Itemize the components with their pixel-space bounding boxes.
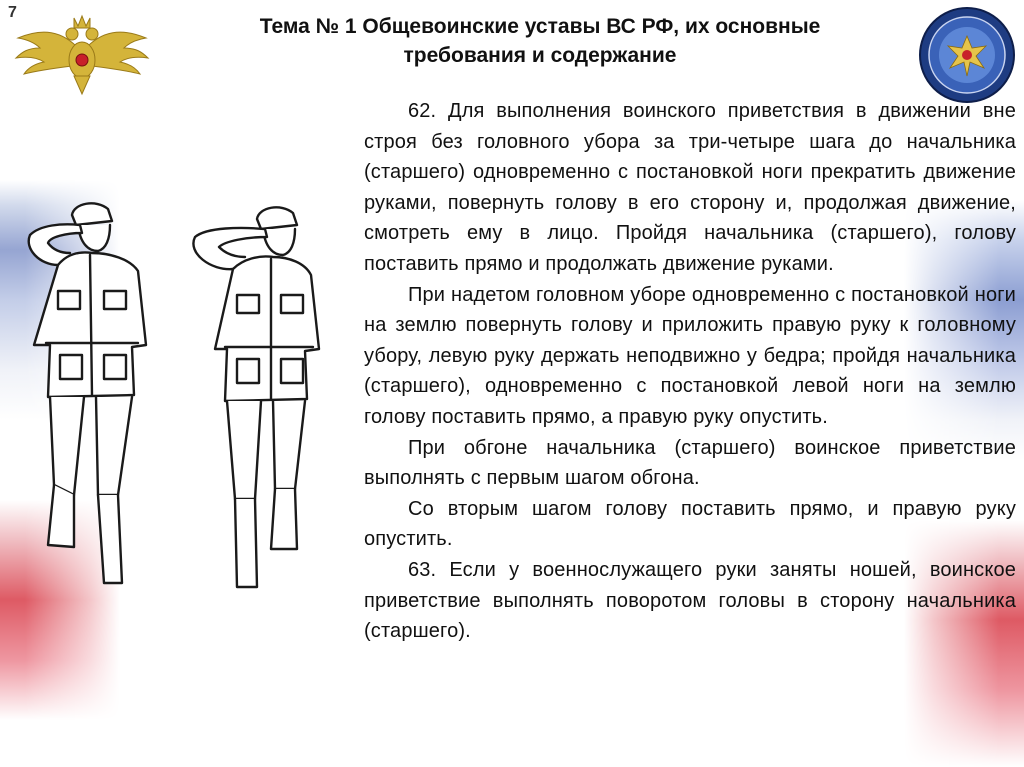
regulation-text <box>364 96 1016 647</box>
academy-round-seal <box>918 6 1016 104</box>
paragraph-63: 63. Если у военнослужащего руки заняты ношей, воинское приветствие выполнять поворотом головы в сторону начальника (старшего). <box>364 558 1016 643</box>
title-line-1: Тема № 1 Общевоинские уставы ВС РФ, их основные <box>259 15 821 38</box>
slide-title <box>180 12 900 70</box>
double-headed-eagle-emblem <box>12 10 152 98</box>
paragraph-headgear: При надетом головном уборе одновременно с постановкой ноги на землю повернуть голову и приложить правую руку к головному убору, левую руку держать неподвижно у бедра; пройдя начальника (старшего), одновременно с постановкой левой ноги на землю голову поставить прямо, а правую руку опустить. <box>364 283 1016 428</box>
soldier-figure-2 <box>193 207 319 587</box>
paragraph-overtaking: При обгоне начальника (старшего) воинское приветствие выполнять с первым шагом обгона. <box>364 436 1016 490</box>
paragraph-62: 62. Для выполнения воинского приветствия в движении вне строя без головного убора за три-четыре шага до начальника (старшего) одновременно с постановкой ноги прекратить движение руками, повернуть голову в его сторону и, продолжая движение, смотреть ему в лицо. Пройдя начальника (старшего), голову поставить прямо и продолжать движение руками. <box>364 100 1016 275</box>
soldier-figure-1 <box>29 203 146 583</box>
slide-number: 7 <box>8 4 17 21</box>
paragraph-second-step: Со вторым шагом голову поставить прямо, и правую руку опустить. <box>364 497 1016 551</box>
saluting-soldiers-illustration <box>0 195 350 595</box>
title-line-2: требования и содержание <box>403 44 677 67</box>
